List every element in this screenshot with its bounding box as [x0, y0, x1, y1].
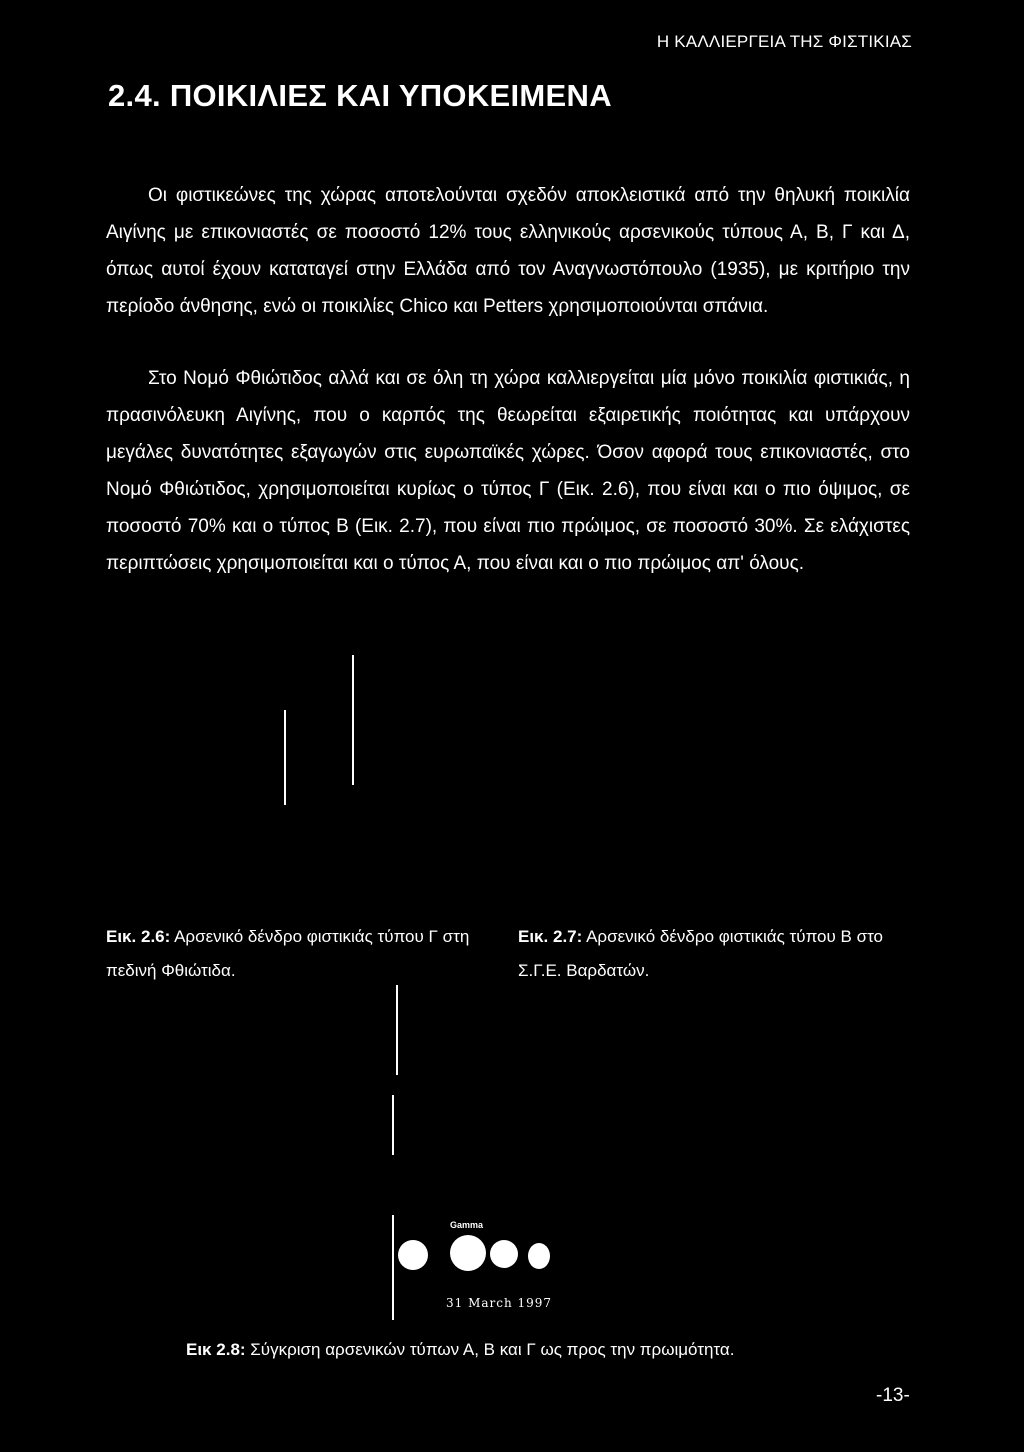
photo-edge-line — [392, 1095, 394, 1155]
section-title: 2.4. ΠΟΙΚΙΛΙΕΣ ΚΑΙ ΥΠΟΚΕΙΜΕΝΑ — [108, 78, 612, 113]
caption-text: Αρσενικό δένδρο φιστικιάς τύπου Β στο Σ.Γ.Ε. Βαρδατών. — [518, 927, 884, 980]
caption-label: Εικ 2.8: — [186, 1340, 246, 1359]
caption-label: Εικ. 2.7: — [518, 927, 583, 946]
caption-label: Εικ. 2.6: — [106, 927, 171, 946]
photo-label: Gamma — [450, 1220, 484, 1230]
figure-2-8-photo — [380, 985, 640, 1320]
paragraph-2-text: Στο Νομό Φθιώτιδος αλλά και σε όλη τη χώρα καλλιεργείται μία μόνο ποικιλία φιστικιάς, η πρασινόλευκη Αιγίνης, που ο καρπός της θεωρείται εξαιρετικής ποιότητας και υπάρχουν μεγάλες δυνατότητες εξαγωγών στις ευρωπαϊκές χώρες. Όσον αφορά τους επικονιαστές, στο Νομό Φθιώτιδος, χρησιμοποιείται κυρίως ο τύπος Γ (Εικ. 2.6), που είναι και ο πιο όψιμος, σε ποσοστό 70% και ο τύπος Β (Εικ. 2.7), που είναι πιο πρώιμος, σε ποσοστό 30%. Σε ελάχιστες περιπτώσεις χρησιμοποιείται και ο τύπος Α, που είναι και ο πιο πρώιμος απ' όλους. — [106, 368, 910, 574]
running-header: Η ΚΑΛΛΙΕΡΓΕΙΑ ΤΗΣ ΦΙΣΤΙΚΙΑΣ — [656, 32, 912, 51]
caption-figure-2-7 — [518, 920, 918, 988]
caption-text: Αρσενικό δένδρο φιστικιάς τύπου Γ στη πεδινή Φθιώτιδα. — [106, 927, 470, 980]
figure-2-7-photo — [518, 650, 918, 910]
flower-cluster-d — [528, 1243, 550, 1269]
flower-cluster-a — [398, 1240, 428, 1270]
page-number: -13- — [876, 1385, 910, 1406]
tree-trunk-line — [352, 655, 354, 785]
flower-cluster-c — [490, 1240, 518, 1268]
figure-2-6-photo — [106, 650, 506, 910]
photo-edge-line — [396, 985, 398, 1075]
caption-figure-2-8 — [186, 1333, 906, 1367]
flower-cluster-b — [450, 1235, 486, 1271]
paragraph-1 — [106, 177, 910, 325]
caption-figure-2-6 — [106, 920, 506, 988]
photo-date-stamp: 31 March 1997 — [446, 1296, 553, 1310]
paragraph-1-text: Οι φιστικεώνες της χώρας αποτελούνται σχεδόν αποκλειστικά από την θηλυκή ποικιλία Αιγίνης με επικονιαστές σε ποσοστό 12% τους ελληνικούς αρσενικούς τύπους Α, Β, Γ και Δ, όπως αυτοί έχουν καταταγεί στην Ελλάδα από τον Αναγνωστόπουλο (1935), με κριτήριο την περίοδο άνθησης, ενώ οι ποικιλίες Chico και Petters χρησιμοποιούνται σπάνια. — [106, 185, 910, 317]
caption-text: Σύγκριση αρσενικών τύπων Α, Β και Γ ως προς την πρωιμότητα. — [245, 1340, 735, 1359]
paragraph-2 — [106, 360, 910, 582]
tree-trunk-line — [284, 710, 286, 805]
photo-edge-line — [392, 1215, 394, 1320]
